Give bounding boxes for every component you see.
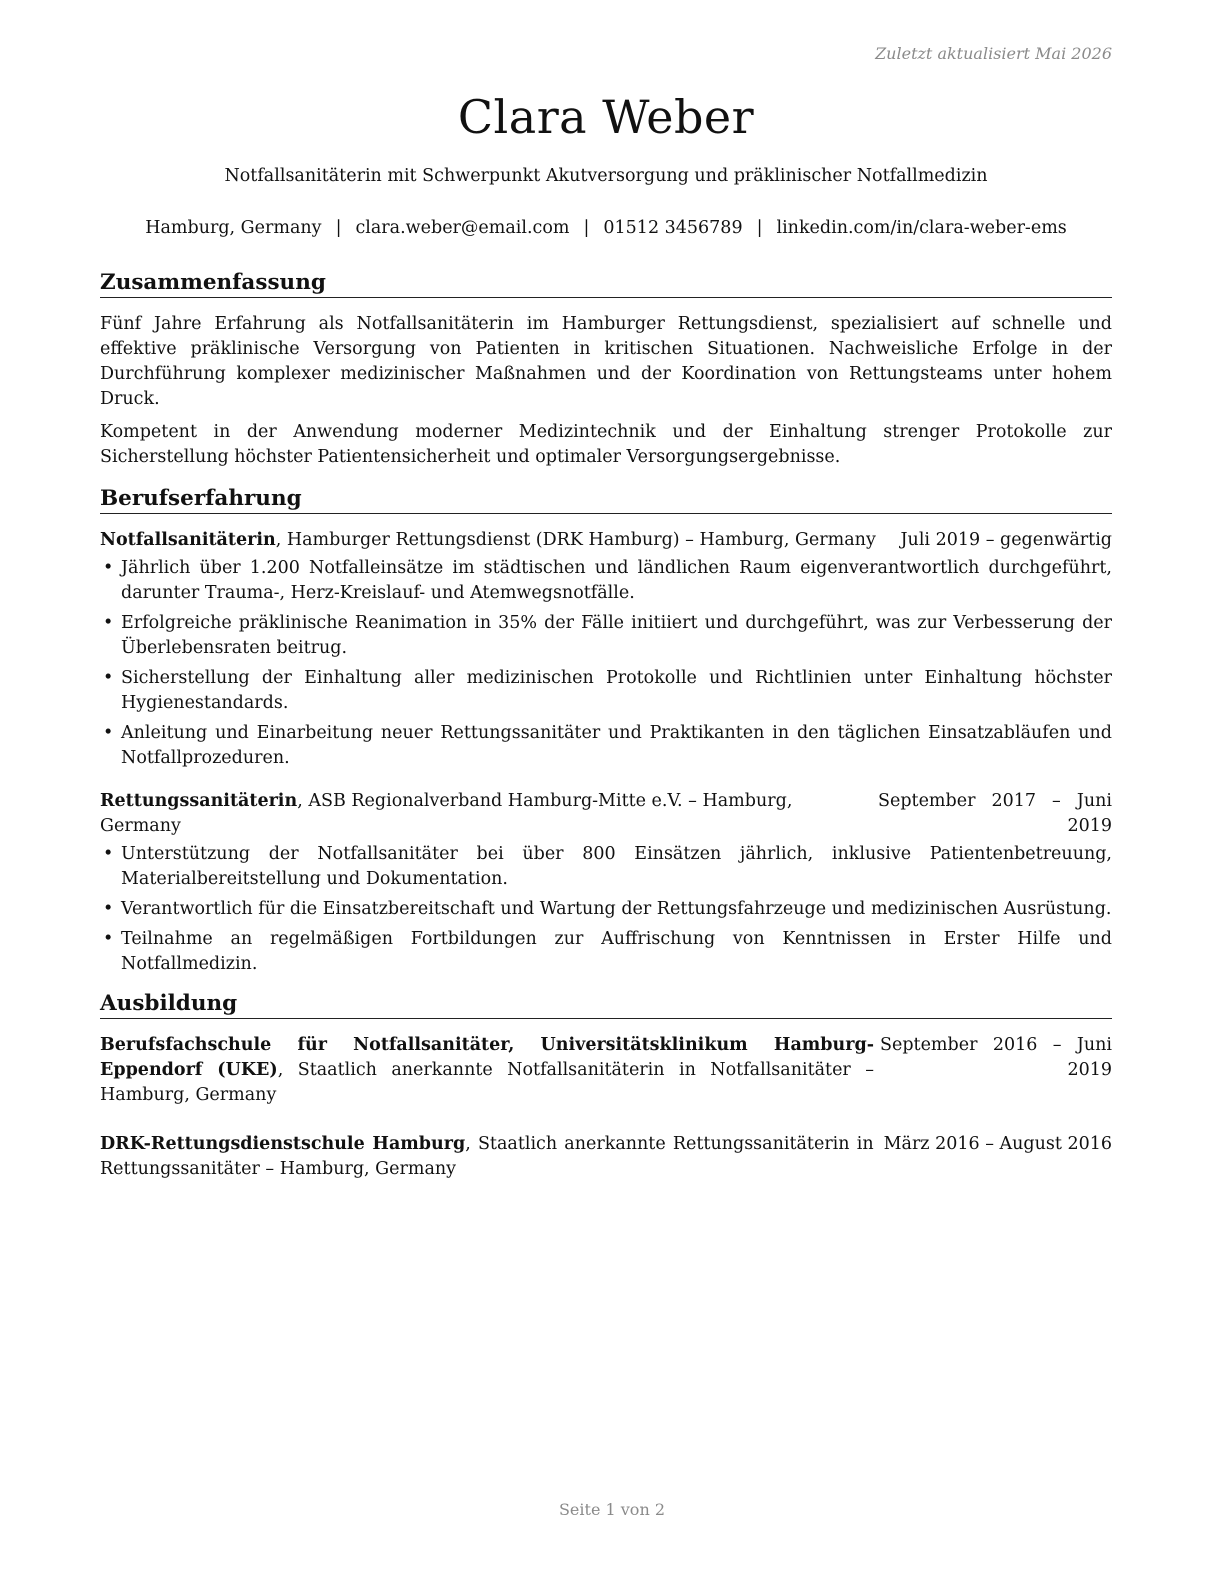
- education-institution: Berufsfachschule für Notfallsanitäter, Universitätsklinikum Hamburg-Eppendorf (UKE): [100, 1035, 874, 1080]
- bullet-icon: •: [103, 899, 114, 919]
- job-details: , Hamburger Rettungsdienst (DRK Hamburg) – Hamburg, Germany: [275, 530, 876, 550]
- job-role: Notfallsanitäterin: [100, 530, 276, 550]
- job-bullet-text: Jährlich über 1.200 Notfalleinsätze im städtischen und ländlichen Raum eigenverantwortlich durchgeführt, darunter Trauma-, Herz-Kreislauf- und Atemwegsnotfälle.: [121, 558, 1112, 603]
- section-title-education: Ausbildung: [100, 991, 1112, 1019]
- job-bullet-text: Erfolgreiche präklinische Reanimation in 35% der Fälle initiiert und durchgeführt, was zur Verbesserung der Überlebensraten beitrug.: [121, 613, 1112, 658]
- summary-paragraph: Fünf Jahre Erfahrung als Notfallsanitäterin im Hamburger Rettungsdienst, spezialisiert auf schnelle und effektive präklinische Versorgung von Patienten in kritischen Situationen. Nachweisliche Erfolge in der Durchführung komplexer medizinischer Maßnahmen und der Koordination von Rettungsteams unter hohem Druck.: [100, 314, 1112, 409]
- job-dates: Juli 2019 – gegenwärtig: [900, 530, 1112, 550]
- education-entry: [100, 1132, 1112, 1182]
- job-header: [100, 789, 1112, 839]
- job-bullet-list: [100, 556, 1112, 771]
- job-entry: [100, 789, 1112, 977]
- job-entry: [100, 528, 1112, 771]
- summary-paragraph: Kompetent in der Anwendung moderner Medizintechnik und der Einhaltung strenger Protokolle zur Sicherstellung höchster Patientensicherheit und optimaler Versorgungsergebnisse.: [100, 422, 1112, 467]
- bullet-icon: •: [103, 723, 114, 743]
- job-bullet-text: Sicherstellung der Einhaltung aller medizinischen Protokolle und Richtlinien unter Einhaltung höchster Hygienestandards.: [121, 668, 1112, 713]
- job-bullet-text: Anleitung und Einarbeitung neuer Rettungssanitäter und Praktikanten in den täglichen Einsatzabläufen und Notfallprozeduren.: [121, 723, 1112, 768]
- education-details: , Staatlich anerkannte Notfallsanitäterin in Notfallsanitäter – Hamburg, Germany: [100, 1060, 874, 1105]
- job-title-line: [100, 789, 878, 839]
- candidate-name: Clara Weber: [457, 90, 755, 144]
- contact-email[interactable]: clara.weber@email.com: [355, 218, 570, 238]
- job-title-line: [100, 528, 901, 553]
- education-dates: März 2016 – August 2016: [883, 1134, 1112, 1154]
- bullet-icon: •: [103, 929, 114, 949]
- candidate-headline: Notfallsanitäterin mit Schwerpunkt Akutversorgung und präklinischer Notfallmedizin: [224, 166, 988, 186]
- bullet-icon: •: [103, 844, 114, 864]
- contact-separator: |: [756, 218, 763, 238]
- last-updated-note: Zuletzt aktualisiert Mai 2026: [875, 44, 1112, 63]
- contact-phone: 01512 3456789: [603, 218, 743, 238]
- job-bullet: [100, 611, 1112, 661]
- job-role: Rettungssanitäterin: [100, 791, 298, 811]
- page-number-footer: Seite 1 von 2: [558, 1500, 666, 1519]
- resume-page: [100, 0, 1112, 1182]
- job-bullet-text: Unterstützung der Notfallsanitäter bei über 800 Einsätzen jährlich, inklusive Patientenbetreuung, Materialbereitstellung und Dokumentation.: [121, 844, 1112, 889]
- job-bullet: [100, 556, 1112, 606]
- education-dates: September 2016 – Juni 2019: [880, 1035, 1112, 1080]
- job-bullet: [100, 666, 1112, 716]
- job-bullet: [100, 897, 1112, 922]
- bullet-icon: •: [103, 558, 114, 578]
- education-text: [100, 1033, 880, 1108]
- education-entry: [100, 1033, 1112, 1108]
- contact-line: [100, 216, 1112, 240]
- contact-separator: |: [583, 218, 590, 238]
- job-bullet: [100, 842, 1112, 892]
- job-bullet-list: [100, 842, 1112, 977]
- education-details: , Staatlich anerkannte Rettungssanitäterin in Rettungssanitäter – Hamburg, Germany: [100, 1134, 874, 1179]
- job-bullet-text: Verantwortlich für die Einsatzbereitschaft und Wartung der Rettungsfahrzeuge und medizinischen Ausrüstung.: [121, 899, 1112, 919]
- contact-separator: |: [335, 218, 342, 238]
- bullet-icon: •: [103, 613, 114, 633]
- education-text: [100, 1132, 884, 1182]
- bullet-icon: •: [103, 668, 114, 688]
- job-bullet: [100, 721, 1112, 771]
- job-dates: September 2017 – Juni 2019: [878, 791, 1112, 836]
- education-institution: DRK-Rettungsdienstschule Hamburg: [100, 1134, 466, 1154]
- section-title-experience: Berufserfahrung: [100, 486, 1112, 514]
- job-header: [100, 528, 1112, 553]
- job-details: , ASB Regionalverband Hamburg-Mitte e.V. – Hamburg, Germany: [100, 791, 793, 836]
- job-bullet-text: Teilnahme an regelmäßigen Fortbildungen zur Auffrischung von Kenntnissen in Erster Hilfe und Notfallmedizin.: [121, 929, 1112, 974]
- section-title-summary: Zusammenfassung: [100, 270, 1112, 298]
- contact-location: Hamburg, Germany: [145, 218, 322, 238]
- contact-linkedin[interactable]: linkedin.com/in/clara-weber-ems: [776, 218, 1067, 238]
- job-bullet: [100, 927, 1112, 977]
